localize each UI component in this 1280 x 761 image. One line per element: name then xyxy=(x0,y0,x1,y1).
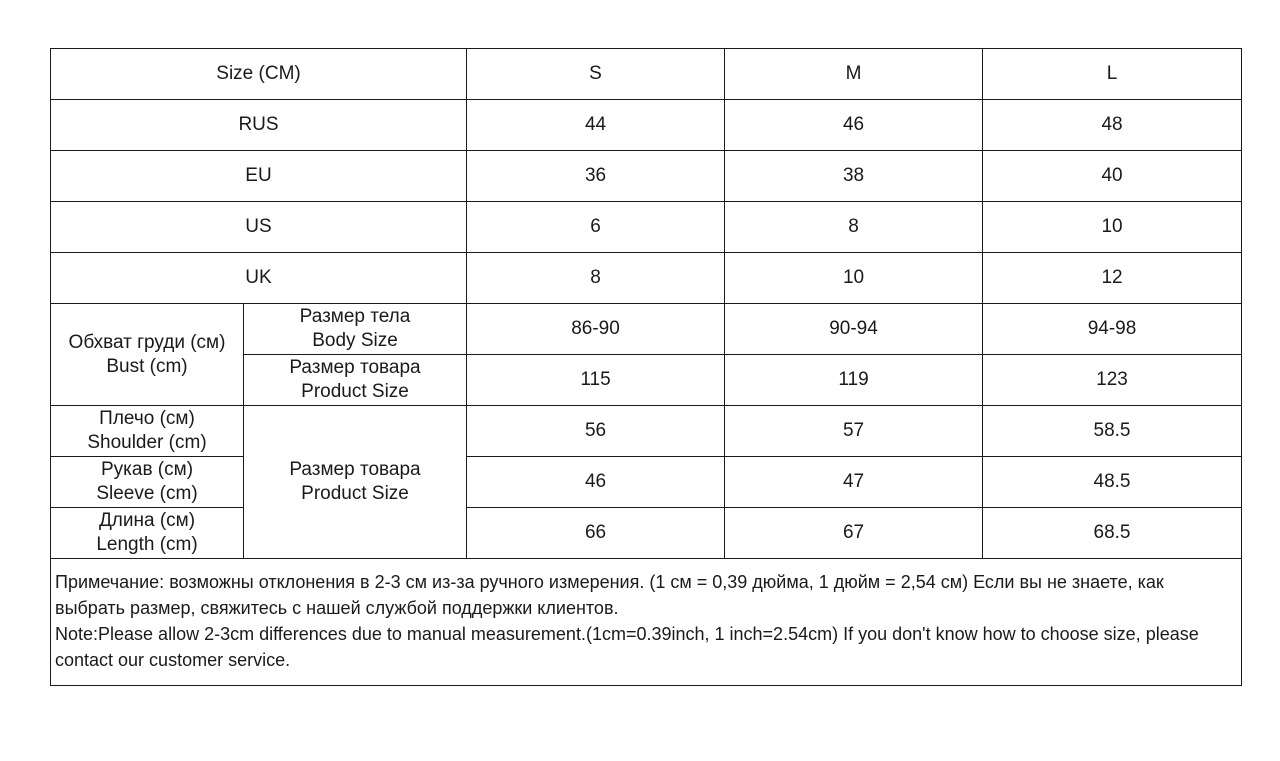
table-cell: 68.5 xyxy=(983,508,1242,559)
note-english: Note:Please allow 2-3cm differences due to manual measurement.(1cm=0.39inch, 1 inch=2.54cm) If you don't know how to choose size, please contact our customer service. xyxy=(55,624,1199,670)
product-size-label-en: Product Size xyxy=(301,381,409,402)
note-row xyxy=(51,559,1242,686)
table-cell: 46 xyxy=(467,457,725,508)
size-header-label: Size (CM) xyxy=(51,49,467,100)
size-chart-table xyxy=(50,48,1242,686)
row-label: EU xyxy=(51,151,467,202)
shoulder-label-ru: Плечо (см) xyxy=(99,408,195,429)
bust-label-ru: Обхват груди (см) xyxy=(68,331,226,353)
table-cell: 6 xyxy=(467,202,725,253)
conversion-row-rus xyxy=(51,100,1242,151)
table-cell: 8 xyxy=(467,253,725,304)
shoulder-label-en: Shoulder (cm) xyxy=(87,432,207,453)
table-cell: 38 xyxy=(725,151,983,202)
shoulder-row xyxy=(51,406,1242,457)
conversion-row-eu xyxy=(51,151,1242,202)
table-cell: 56 xyxy=(467,406,725,457)
bust-label xyxy=(51,304,244,406)
note-cell xyxy=(51,559,1242,686)
table-cell: 40 xyxy=(983,151,1242,202)
sleeve-label xyxy=(51,457,244,508)
body-size-label-en: Body Size xyxy=(312,330,398,351)
table-cell: 94-98 xyxy=(983,304,1242,355)
table-cell: 67 xyxy=(725,508,983,559)
bust-label-en: Bust (cm) xyxy=(106,355,188,377)
table-cell: 44 xyxy=(467,100,725,151)
sleeve-label-ru: Рукав (см) xyxy=(100,459,194,480)
table-cell: 119 xyxy=(725,355,983,406)
row-label: UK xyxy=(51,253,467,304)
table-cell: 12 xyxy=(983,253,1242,304)
length-label-en: Length (cm) xyxy=(96,534,198,555)
table-cell: 46 xyxy=(725,100,983,151)
body-size-label xyxy=(244,304,467,355)
table-cell: 8 xyxy=(725,202,983,253)
table-cell: 115 xyxy=(467,355,725,406)
product-size-label xyxy=(244,355,467,406)
conversion-row-us xyxy=(51,202,1242,253)
table-cell: 48 xyxy=(983,100,1242,151)
sleeve-row xyxy=(51,457,1242,508)
table-cell: 36 xyxy=(467,151,725,202)
length-label-ru: Длина (см) xyxy=(98,510,196,531)
measure-product-size-label-ru: Размер товара xyxy=(289,459,421,480)
table-cell: 90-94 xyxy=(725,304,983,355)
length-row xyxy=(51,508,1242,559)
row-label: US xyxy=(51,202,467,253)
table-cell: 10 xyxy=(983,202,1242,253)
bust-body-size-row xyxy=(51,304,1242,355)
product-size-label-ru: Размер товара xyxy=(289,357,421,378)
measure-product-size-label xyxy=(244,406,467,559)
header-row xyxy=(51,49,1242,100)
size-m-header: M xyxy=(725,49,983,100)
size-l-header: L xyxy=(983,49,1242,100)
table-cell: 66 xyxy=(467,508,725,559)
table-cell: 48.5 xyxy=(983,457,1242,508)
shoulder-label xyxy=(51,406,244,457)
conversion-row-uk xyxy=(51,253,1242,304)
sleeve-label-en: Sleeve (cm) xyxy=(96,483,198,504)
table-cell: 123 xyxy=(983,355,1242,406)
note-russian: Примечание: возможны отклонения в 2-3 см из-за ручного измерения. (1 см = 0,39 дюйма, 1 дюйм = 2,54 см) Если вы не знаете, как выбрать размер, свяжитесь с нашей службой поддержки клиентов. xyxy=(55,572,1164,618)
row-label: RUS xyxy=(51,100,467,151)
measure-product-size-label-en: Product Size xyxy=(301,483,409,504)
length-label xyxy=(51,508,244,559)
table-cell: 47 xyxy=(725,457,983,508)
size-s-header: S xyxy=(467,49,725,100)
table-cell: 58.5 xyxy=(983,406,1242,457)
table-cell: 57 xyxy=(725,406,983,457)
body-size-label-ru: Размер тела xyxy=(299,306,411,327)
table-cell: 86-90 xyxy=(467,304,725,355)
table-cell: 10 xyxy=(725,253,983,304)
